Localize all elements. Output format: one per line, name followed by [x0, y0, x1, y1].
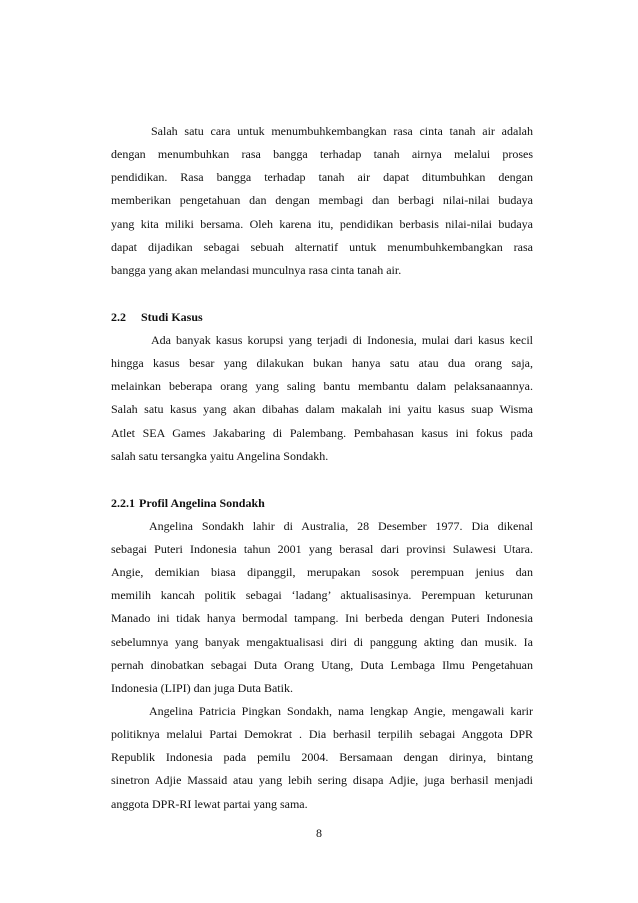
text-line: sebagai Puteri Indonesia tahun 2001 yang berasal dari provinsi Sulawesi Utara. — [111, 541, 533, 556]
text-line: yang kita miliki bersama. Oleh karena itu, pendidikan berbasis nilai-nilai budaya — [111, 216, 533, 231]
text-line: Ada banyak kasus korupsi yang terjadi di Indonesia, mulai dari kasus kecil — [151, 332, 533, 347]
text-line: Salah satu kasus yang akan dibahas dalam makalah ini yaitu kasus suap Wisma — [111, 402, 533, 417]
text-line: Indonesia (LIPI) dan juga Duta Batik. — [111, 680, 293, 695]
paragraph-karir-politik — [111, 700, 533, 816]
section-heading-studi-kasus — [111, 305, 533, 329]
text-line: Salah satu cara untuk menumbuhkembangkan rasa cinta tanah air adalah — [151, 124, 533, 138]
paragraph-profil — [111, 515, 533, 700]
section-title: Profil Angelina Sondakh — [139, 495, 265, 510]
section-number: 2.2 — [111, 309, 126, 324]
page-body — [111, 120, 533, 816]
text-line: Angie, demikian biasa dipanggil, merupakan sosok perempuan jenius dan — [111, 565, 533, 580]
text-line: pernah dinobatkan sebagai Duta Orang Utang, Duta Lembaga Ilmu Pengetahuan — [111, 657, 533, 672]
text-line: memilih kancah politik sebagai ‘ladang’ aktualisasinya. Perempuan keturunan — [111, 588, 533, 603]
text-line: Atlet SEA Games Jakabaring di Palembang. Pembahasan kasus ini fokus pada — [111, 425, 533, 440]
text-line: dengan menumbuhkan rasa bangga terhadap tanah airnya melalui proses — [111, 147, 533, 162]
section-heading-profil — [111, 491, 533, 515]
page-number: 8 — [316, 826, 322, 840]
text-line: Angelina Patricia Pingkan Sondakh, nama lengkap Angie, mengawali karir — [149, 703, 533, 718]
text-line: sinetron Adjie Massaid atau yang lebih sering disapa Adjie, juga berhasil menjadi — [111, 773, 533, 788]
text-line: hingga kasus besar yang dilakukan bukan hanya satu atau dua orang saja, — [111, 356, 533, 371]
text-line: politiknya melalui Partai Demokrat . Dia berhasil terpilih sebagai Anggota DPR — [111, 727, 533, 742]
text-line: melainkan beberapa orang yang saling bantu membantu dalam pelaksanaannya. — [111, 379, 533, 394]
text-line: Republik Indonesia pada pemilu 2004. Bersamaan dengan dirinya, bintang — [111, 750, 533, 765]
text-line: Angelina Sondakh lahir di Australia, 28 Desember 1977. Dia dikenal — [149, 518, 533, 533]
text-line: Manado ini tidak hanya bermodal tampang. Ini berbeda dengan Puteri Indonesia — [111, 611, 533, 626]
paragraph-rasa-cinta-tanah-air — [111, 120, 533, 282]
paragraph-spacer — [111, 468, 533, 491]
paragraph-spacer — [111, 282, 533, 305]
section-number: 2.2.1 — [111, 495, 135, 510]
text-line: memberikan pengetahuan dan dengan membagi dan berbagi nilai-nilai budaya — [111, 193, 533, 208]
text-line: bangga yang akan melandasi munculnya rasa cinta tanah air. — [111, 262, 402, 277]
paragraph-studi-kasus — [111, 329, 533, 468]
section-title: Studi Kasus — [141, 309, 203, 324]
text-line: anggota DPR-RI lewat partai yang sama. — [111, 796, 308, 811]
text-line: pendidikan. Rasa bangga terhadap tanah air dapat ditumbuhkan dengan — [111, 170, 533, 185]
text-line: sebelumnya yang banyak mengaktualisasi diri di panggung akting dan musik. Ia — [111, 634, 533, 649]
text-line: dapat dijadikan sebagai sebuah alternatif untuk menumbuhkembangkan rasa — [111, 239, 533, 254]
text-line: salah satu tersangka yaitu Angelina Sondakh. — [111, 448, 329, 463]
